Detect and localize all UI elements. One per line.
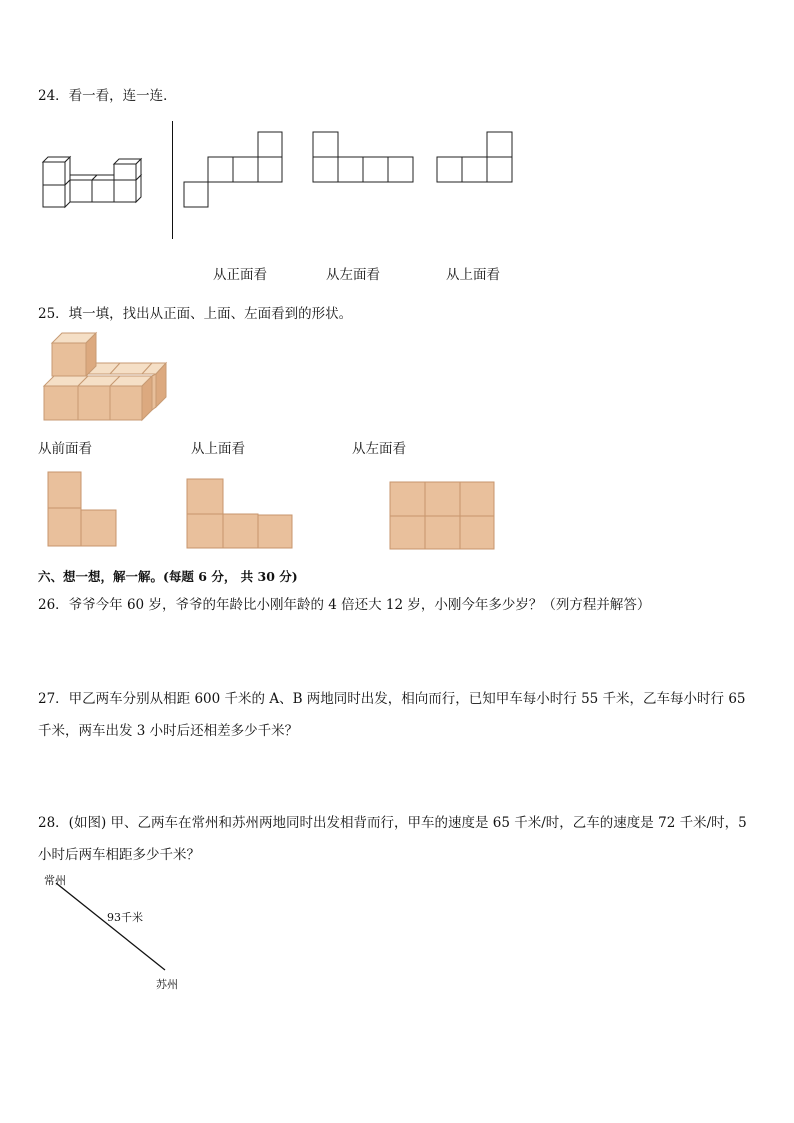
route-line xyxy=(56,883,165,970)
q24-divider xyxy=(172,121,173,239)
q25-view-front xyxy=(47,471,119,549)
q24-view-3 xyxy=(436,131,514,185)
q27-line-2: 千米，两车出发 3 小时后还相差多少千米？ xyxy=(38,723,299,739)
q26-text: 26．爷爷今年 60 岁，爷爷的年龄比小刚年龄的 4 倍还大 12 岁，小刚今年多少岁？（列方程并解答） xyxy=(38,597,651,613)
q28-line-2: 小时后两车相距多少千米？ xyxy=(38,847,200,863)
q25-label-top: 从上面看 xyxy=(191,441,245,457)
city-changzhou-label: 常州 xyxy=(44,874,66,887)
city-suzhou-label: 苏州 xyxy=(156,978,178,991)
q25-view-top xyxy=(186,478,294,550)
distance-label: 93千米 xyxy=(107,911,143,924)
section-6-title: 六、想一想，解一解。(每题 6 分， 共 30 分) xyxy=(38,569,298,584)
q25-label-left: 从左面看 xyxy=(352,441,406,457)
q24-label-left: 从左面看 xyxy=(326,267,380,283)
q24-label-front: 从正面看 xyxy=(213,267,267,283)
q25-title: 25．填一填，找出从正面、上面、左面看到的形状。 xyxy=(38,306,353,322)
q28-route-diagram xyxy=(40,870,190,990)
q24-title: 24．看一看，连一连． xyxy=(38,88,177,104)
q27-line-1: 27．甲乙两车分别从相距 600 千米的 A、B 两地同时出发，相向而行，已知甲车每小时行 55 千米，乙车每小时行 65 xyxy=(38,691,746,707)
q25-view-left xyxy=(389,481,497,551)
q24-view-2 xyxy=(312,131,414,185)
q25-label-front: 从前面看 xyxy=(38,441,92,457)
q24-label-top: 从上面看 xyxy=(446,267,500,283)
q25-cube-figure xyxy=(44,331,170,423)
q24-view-1 xyxy=(183,131,283,209)
q28-line-1: 28．(如图) 甲、乙两车在常州和苏州两地同时出发相背而行，甲车的速度是 65 千米/时，乙车的速度是 72 千米/时，5 xyxy=(38,815,747,831)
q24-cube-figure xyxy=(40,155,155,210)
